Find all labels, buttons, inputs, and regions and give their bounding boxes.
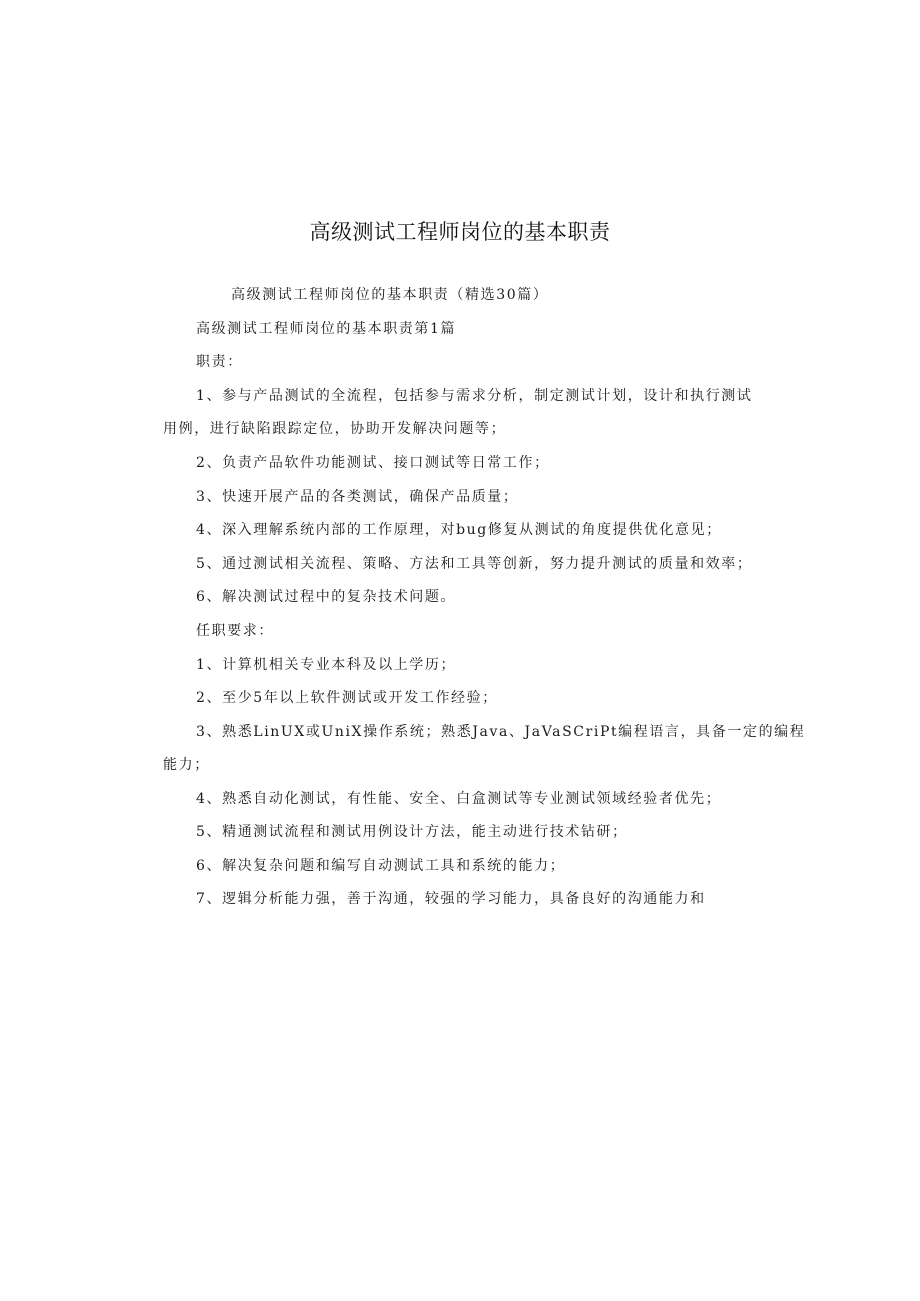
duty-item-1: 1、参与产品测试的全流程，包括参与需求分析，制定测试计划，设计和执行测试 (196, 388, 753, 404)
duty-item-2: 2、负责产品软件功能测试、接口测试等日常工作； (196, 455, 550, 471)
requirement-item-5: 5、精通测试流程和测试用例设计方法，能主动进行技术钻研； (196, 824, 628, 840)
document-subtitle: 高级测试工程师岗位的基本职责（精选30篇） (231, 287, 549, 303)
requirement-item-3-continued: 能力； (163, 757, 210, 773)
requirement-item-4: 4、熟悉自动化测试，有性能、安全、白盒测试等专业测试领域经验者优先； (196, 791, 722, 807)
duties-heading: 职责： (196, 354, 243, 370)
duty-item-3: 3、快速开展产品的各类测试，确保产品质量； (196, 489, 519, 505)
document-title: 高级测试工程师岗位的基本职责 (309, 220, 611, 244)
requirement-item-2: 2、至少5年以上软件测试或开发工作经验； (196, 690, 498, 706)
duty-item-5: 5、通过测试相关流程、策略、方法和工具等创新，努力提升测试的质量和效率； (196, 556, 753, 572)
duty-item-1-continued: 用例，进行缺陷跟踪定位，协助开发解决问题等； (163, 421, 507, 437)
duty-item-6: 6、解决测试过程中的复杂技术问题。 (196, 589, 457, 605)
requirements-heading: 任职要求： (196, 623, 274, 639)
requirement-item-6: 6、解决复杂问题和编写自动测试工具和系统的能力； (196, 858, 566, 874)
part-heading: 高级测试工程师岗位的基本职责第1篇 (196, 321, 457, 337)
requirement-item-3: 3、熟悉LinUX或UniX操作系统；熟悉Java、JaVaSCriPt编程语言，具备一定的编程 (196, 724, 806, 740)
requirement-item-1: 1、计算机相关专业本科及以上学历； (196, 657, 457, 673)
requirement-item-7: 7、逻辑分析能力强，善于沟通，较强的学习能力，具备良好的沟通能力和 (196, 891, 706, 907)
duty-item-4: 4、深入理解系统内部的工作原理，对bug修复从测试的角度提供优化意见； (196, 522, 722, 538)
